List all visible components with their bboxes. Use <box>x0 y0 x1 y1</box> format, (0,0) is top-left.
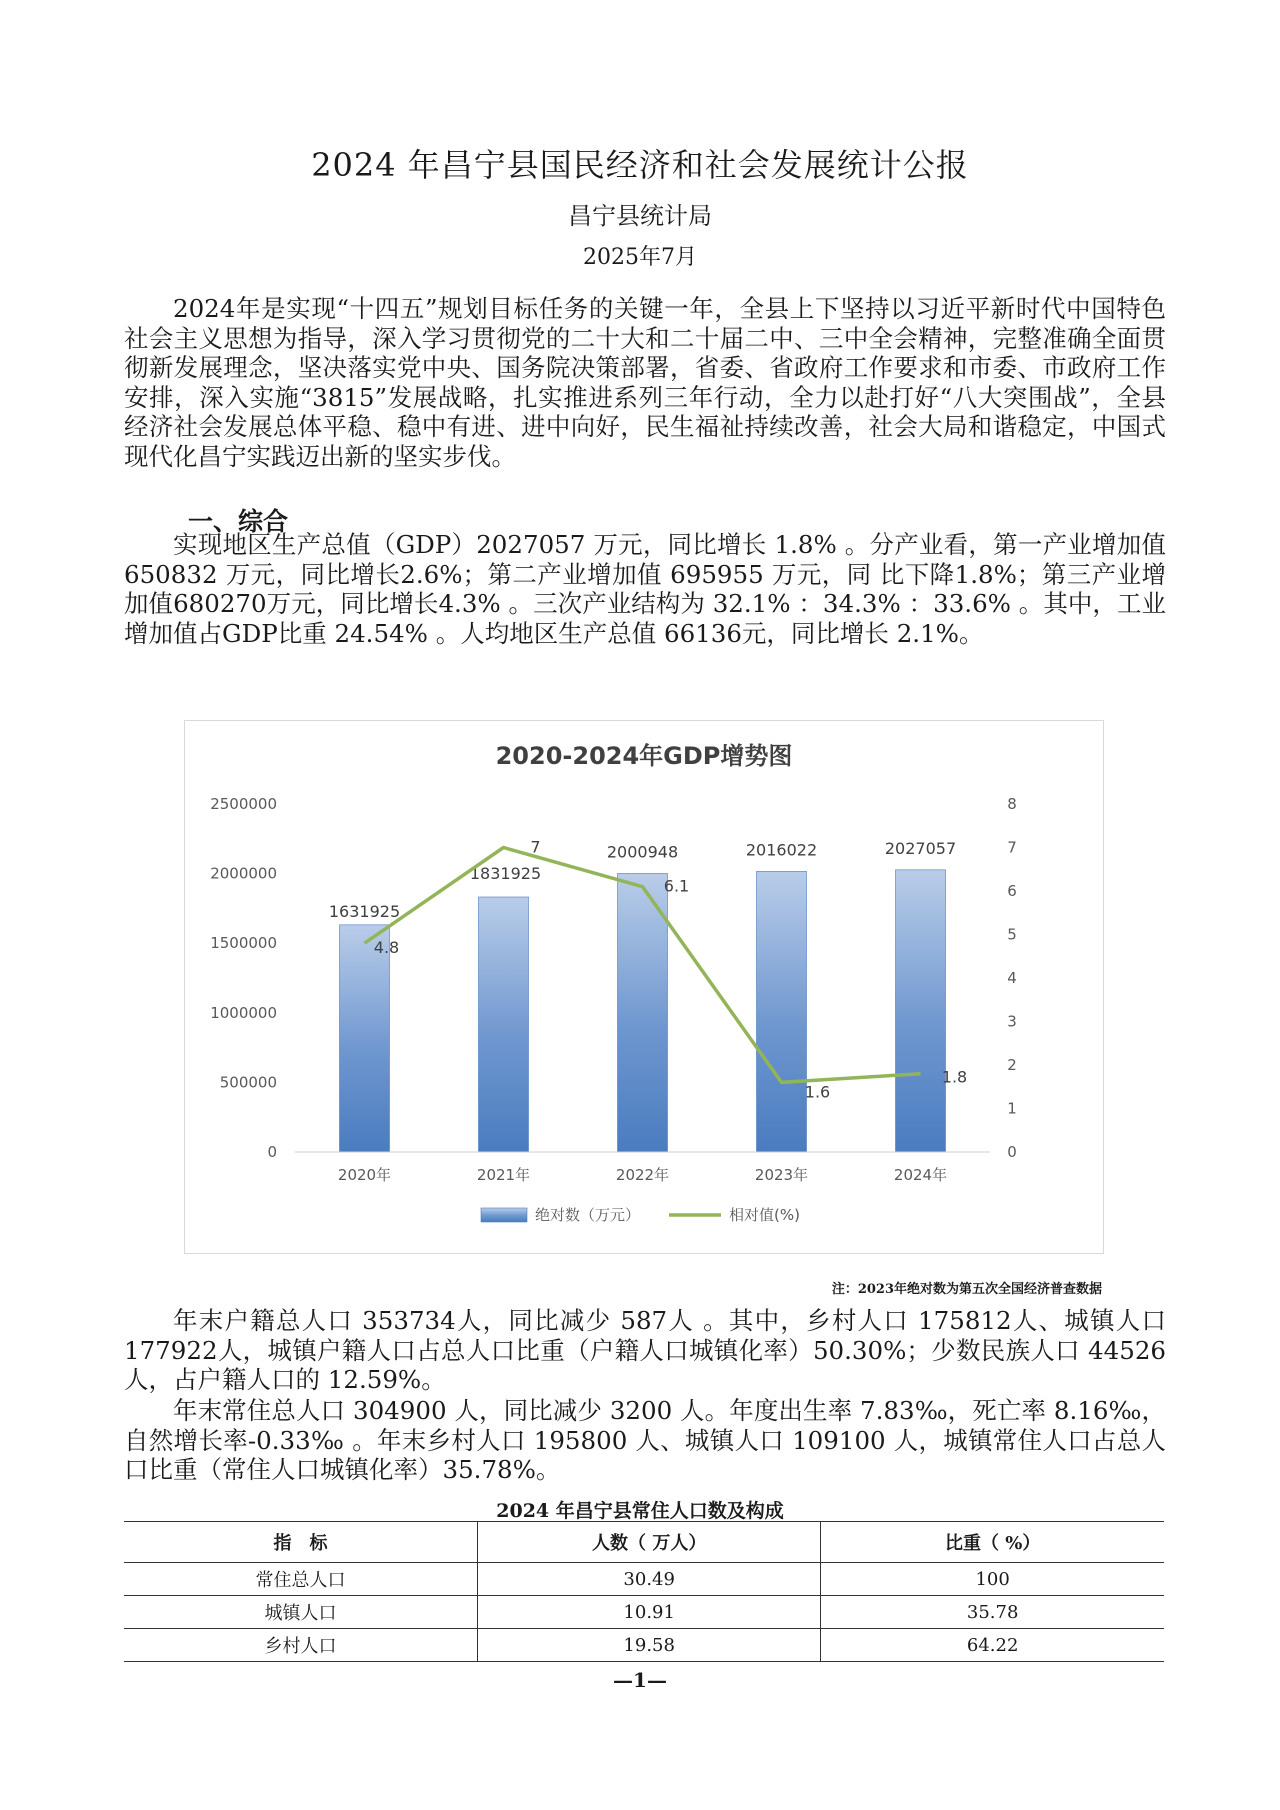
line-value-label: 7 <box>530 837 541 857</box>
row-people: 10.91 <box>478 1596 821 1629</box>
x-tick-label: 2022年 <box>615 1166 670 1184</box>
gdp-bar <box>340 925 390 1152</box>
gdp-bar <box>896 870 946 1152</box>
x-tick-label: 2021年 <box>476 1166 531 1184</box>
row-share: 100 <box>821 1563 1164 1596</box>
legend-bar-swatch <box>481 1208 527 1222</box>
publish-date: 2025年7月 <box>583 245 697 270</box>
y-left-tick-label: 2000000 <box>210 864 277 883</box>
line-value-label: 1.8 <box>941 1067 968 1087</box>
bar-value-label: 2000948 <box>606 842 679 862</box>
y-right-tick-label: 1 <box>1007 1099 1017 1118</box>
y-left-tick-label: 500000 <box>219 1073 277 1092</box>
page-title: 2024 年昌宁县国民经济和社会发展统计公报 <box>311 146 969 184</box>
y-right-tick-label: 6 <box>1007 882 1017 900</box>
bar-value-label: 1831925 <box>469 863 542 883</box>
header-share: 比重（ %） <box>821 1522 1164 1563</box>
x-tick-label: 2020年 <box>337 1166 392 1184</box>
chart-note: 注：2023年绝对数为第五次全国经济普查数据 <box>831 1282 1102 1297</box>
y-right-tick-label: 4 <box>1007 969 1017 987</box>
table-row <box>124 1596 1164 1629</box>
author: 昌宁县统计局 <box>568 202 712 230</box>
line-value-label: 6.1 <box>663 876 690 896</box>
bar-value-label: 2016022 <box>745 840 818 860</box>
section-heading: 一、综合 <box>188 507 289 536</box>
y-left-tick-label: 2500000 <box>210 795 277 813</box>
gdp-paragraph: 实现地区生产总值（GDP）2027057 万元，同比增长 1.8% 。分产业看，第一产业增加值 650832 万元，同比增长2.6%；第二产业增加值 695955 万元，同 比下降1.8%；第三产业增加值680270万元，同比增长4.3% 。三次产业结构为 32.1% ：34.3% ：33.6% 。其中，工业增加值占GDP比重 24.54% 。人均地区生产总值 66136元，同比增长 2.1%。 <box>124 530 1166 648</box>
intro-paragraph: 2024年是实现“十四五”规划目标任务的关键一年，全县上下坚持以习近平新时代中国特色社会主义思想为指导，深入学习贯彻党的二十大和二十届二中、三中全会精神，完整准确全面贯彻新发展理念，坚决落实党中央、国务院决策部署，省委、省政府工作要求和市委、市政府工作安排，深入实施“3815”发展战略，扎实推进系列三年行动，全力以赴打好“八大突围战”，全县经济社会发展总体平稳、稳中有进、进中向好，民生福祉持续改善，社会大局和谐稳定，中国式现代化昌宁实践迈出新的坚实步伐。 <box>124 294 1166 471</box>
legend-bar-label: 绝对数（万元） <box>535 1206 641 1224</box>
y-right-tick-label: 7 <box>1007 838 1017 857</box>
table-header-row <box>124 1522 1164 1563</box>
x-tick-label: 2023年 <box>754 1166 809 1184</box>
row-people: 19.58 <box>478 1629 821 1662</box>
registered-population-paragraph: 年末户籍总人口 353734人，同比减少 587人 。其中，乡村人口 175812人、城镇人口177922人，城镇户籍人口占总人口比重（户籍人口城镇化率）50.30%；少数民族人口 44526 人，占户籍人口的 12.59%。 <box>124 1306 1166 1394</box>
x-tick-label: 2024年 <box>893 1166 948 1184</box>
page-number: —1— <box>613 1668 667 1692</box>
row-people: 30.49 <box>478 1563 821 1596</box>
line-value-label: 1.6 <box>804 1082 831 1102</box>
y-right-tick-label: 2 <box>1007 1056 1017 1074</box>
table-row <box>124 1629 1164 1662</box>
bar-value-label: 2027057 <box>884 838 957 858</box>
y-right-tick-label: 8 <box>1007 795 1017 813</box>
row-share: 35.78 <box>821 1596 1164 1629</box>
row-label: 常住总人口 <box>124 1563 478 1596</box>
table-title: 2024 年昌宁县常住人口数及构成 <box>496 1500 784 1522</box>
y-left-tick-label: 1500000 <box>210 934 277 953</box>
population-table <box>124 1521 1164 1662</box>
row-share: 64.22 <box>821 1629 1164 1662</box>
legend-line-label: 相对值(%) <box>729 1206 800 1224</box>
line-value-label: 4.8 <box>373 938 400 958</box>
row-label: 城镇人口 <box>124 1596 478 1629</box>
gdp-bar <box>479 897 529 1152</box>
header-people: 人数（ 万人） <box>478 1522 821 1563</box>
bar-value-label: 1631925 <box>328 901 401 921</box>
y-right-tick-label: 0 <box>1007 1143 1017 1161</box>
header-indicator: 指 标 <box>124 1522 478 1563</box>
y-left-tick-label: 1000000 <box>210 1003 277 1022</box>
table-row <box>124 1563 1164 1596</box>
gdp-bar <box>757 871 807 1152</box>
y-right-tick-label: 3 <box>1007 1012 1017 1031</box>
row-label: 乡村人口 <box>124 1629 478 1662</box>
gdp-chart <box>184 720 1104 1254</box>
resident-population-paragraph: 年末常住总人口 304900 人，同比减少 3200 人。年度出生率 7.83‰，死亡率 8.16‰，自然增长率-0.33‰ 。年末乡村人口 195800 人、城镇人口 109100 人，城镇常住人口占总人口比重（常住人口城镇化率）35.78%。 <box>124 1396 1166 1484</box>
gdp-bar <box>618 873 668 1152</box>
y-left-tick-label: 0 <box>267 1143 277 1161</box>
chart-title: 2020-2024年GDP增势图 <box>495 742 793 770</box>
gdp-chart-svg <box>185 721 1103 1253</box>
y-right-tick-label: 5 <box>1007 925 1017 944</box>
